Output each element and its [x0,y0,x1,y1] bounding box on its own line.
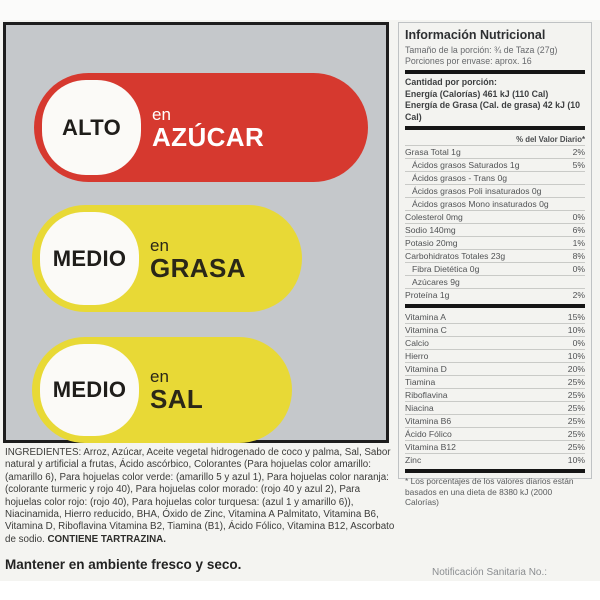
nutrient-value: 6% [572,225,585,235]
vitamin-value: 25% [567,442,585,452]
warning-text [150,205,246,312]
nutrient-label: Sodio 140mg [405,225,456,235]
vitamin-label: Vitamina D [405,364,447,374]
vitamin-row [405,440,585,453]
vitamin-label: Ácido Fólico [405,429,452,439]
warning-prefix: en [152,104,171,124]
warning-label-fat [32,205,302,312]
nutrient-label: Ácidos grasos Mono insaturados 0g [412,199,549,209]
vitamin-row [405,336,585,349]
nutrient-value: 5% [572,160,585,170]
nutrient-label: Grasa Total 1g [405,147,461,157]
sanitary-notification: Notificación Sanitaria No.: [432,567,548,578]
energy-line: Energía (Calorías) 461 kJ (110 Cal) [405,88,549,99]
vitamin-label: Tiamina [405,377,436,387]
vitamin-row [405,323,585,336]
level-text: MEDIO [52,245,127,271]
serving-size: Tamaño de la porción: ¾ de Taza (27g) [405,45,558,55]
warning-nutrient: GRASA [150,252,246,283]
divider-bar [405,126,585,130]
nutrient-label: Proteína 1g [405,290,450,300]
nutrition-row [405,197,585,210]
energy-fat-line: Energía de Grasa (Cal. de grasa) 42 kJ (10 Cal) [405,100,581,122]
warning-prefix: en [150,367,169,386]
amount-per-serving: Cantidad por porción: [405,77,497,87]
warning-label-sugar [34,73,368,182]
vitamin-value: 25% [567,416,585,426]
nutrition-row [405,249,585,262]
nutrient-label: Azúcares 9g [412,277,460,287]
nutrient-value: 8% [572,251,585,261]
vitamin-value: 10% [567,351,585,361]
nutrition-row [405,223,585,236]
vitamin-value: 0% [572,338,585,348]
warning-text [152,73,264,182]
level-text: ALTO [61,114,122,140]
nutrient-label: Ácidos grasos Saturados 1g [412,160,520,170]
nutrition-row [405,184,585,197]
nutrient-label: Potasio 20mg [405,238,458,248]
vitamin-label: Riboflavina [405,390,448,400]
ingredients-body: INGREDIENTES: Arroz, Azúcar, Aceite vegetal hidrogenado de coco y palma, Sal, Sabor natural y artificial a frutas, Ácido ascórbico, Colorantes (Para hojuelas color amarillo: (amarillo 6), Para hojuelas color verde: (amarillo 5 y azul 1), Para hojuelas color naranja: (colorante turmeric y rojo 40), Para hojuelas color morado: (rojo 40 y azul 2), Para hojuelas color rojo: (rojo 40), Para hojuelas color turquesa: (azul 1 y amarillo 6)), Niacinamida, Hierro reducido, BHA, Óxido de Zinc, Vitamina A Palmitato, Vitamina B6, Vitamina D, Riboflavina Vitamina B2, Tiamina (B1), Ácido Fólico, Vitamina B12, Ascorbato de sodio. [5,447,395,545]
nutrition-row [405,210,585,223]
nutrition-row [405,171,585,184]
warning-prefix: en [150,235,169,255]
nutrition-row [405,158,585,171]
vitamin-label: Vitamina B6 [405,416,452,426]
nutrition-title: Información Nutricional [405,28,546,42]
vitamin-label: Vitamina A [405,312,446,322]
vitamin-label: Zinc [405,455,422,465]
servings-per-container: Porciones por envase: aprox. 16 [405,56,532,66]
nutrition-facts-panel [398,22,592,507]
vitamin-label: Vitamina B12 [405,442,456,452]
nutrient-label: Ácidos grasos - Trans 0g [412,173,508,183]
warning-nutrient: SAL [150,384,204,414]
nutrition-row [405,275,585,288]
vitamin-row [405,453,585,466]
vitamin-row [405,388,585,401]
vitamin-row [405,349,585,362]
nutrition-row [405,236,585,249]
vitamin-label: Calcio [405,338,429,348]
ingredients-text [5,447,397,546]
vitamin-value: 25% [567,429,585,439]
daily-value-header: % del Valor Diario* [516,135,585,144]
nutrition-row [405,262,585,275]
nutrient-value: 2% [572,147,585,157]
daily-value-footnote: * Los porcentajes de los valores diarios están basados en una dieta de 8380 kJ (2000 Calorías) [405,476,574,507]
vitamin-value: 10% [567,455,585,465]
nutrition-row [405,145,585,158]
vitamin-row [405,311,585,323]
level-badge [40,344,139,436]
nutrient-value: 2% [572,290,585,300]
nutrient-value: 1% [572,238,585,248]
level-text: MEDIO [52,377,127,402]
vitamin-value: 10% [567,325,585,335]
vitamin-value: 25% [567,403,585,413]
divider-bar [405,469,585,473]
vitamin-label: Vitamina C [405,325,447,335]
nutrient-value: 0% [572,212,585,222]
warning-label-salt [32,337,292,443]
warning-nutrient: AZÚCAR [152,121,265,152]
level-badge [40,212,139,305]
divider-bar [405,304,585,308]
nutrient-label: Fibra Dietética 0g [412,264,480,274]
vitamin-value: 25% [567,390,585,400]
nutrient-label: Carbohidratos Totales 23g [405,251,506,261]
vitamin-row [405,375,585,388]
vitamin-row [405,401,585,414]
vitamin-label: Niacina [405,403,434,413]
vitamin-label: Hierro [405,351,429,361]
warning-text [150,337,203,443]
label-top-edge [0,0,600,20]
vitamin-value: 25% [567,377,585,387]
vitamin-row [405,414,585,427]
vitamin-row [405,362,585,375]
vitamin-row [405,427,585,440]
storage-instruction: Mantener en ambiente fresco y seco. [5,557,242,572]
label-bottom-edge [0,581,600,600]
level-badge [42,80,141,175]
contains-tartrazine-notice: CONTIENE TARTRAZINA. [47,533,166,545]
nutrient-value: 0% [572,264,585,274]
nutrition-row [405,288,585,301]
warning-labels-panel [3,22,389,443]
nutrient-label: Colesterol 0mg [405,212,463,222]
vitamin-value: 20% [567,364,585,374]
vitamin-value: 15% [567,312,585,322]
nutrient-label: Ácidos grasos Poli insaturados 0g [412,186,542,196]
divider-bar [405,70,585,74]
